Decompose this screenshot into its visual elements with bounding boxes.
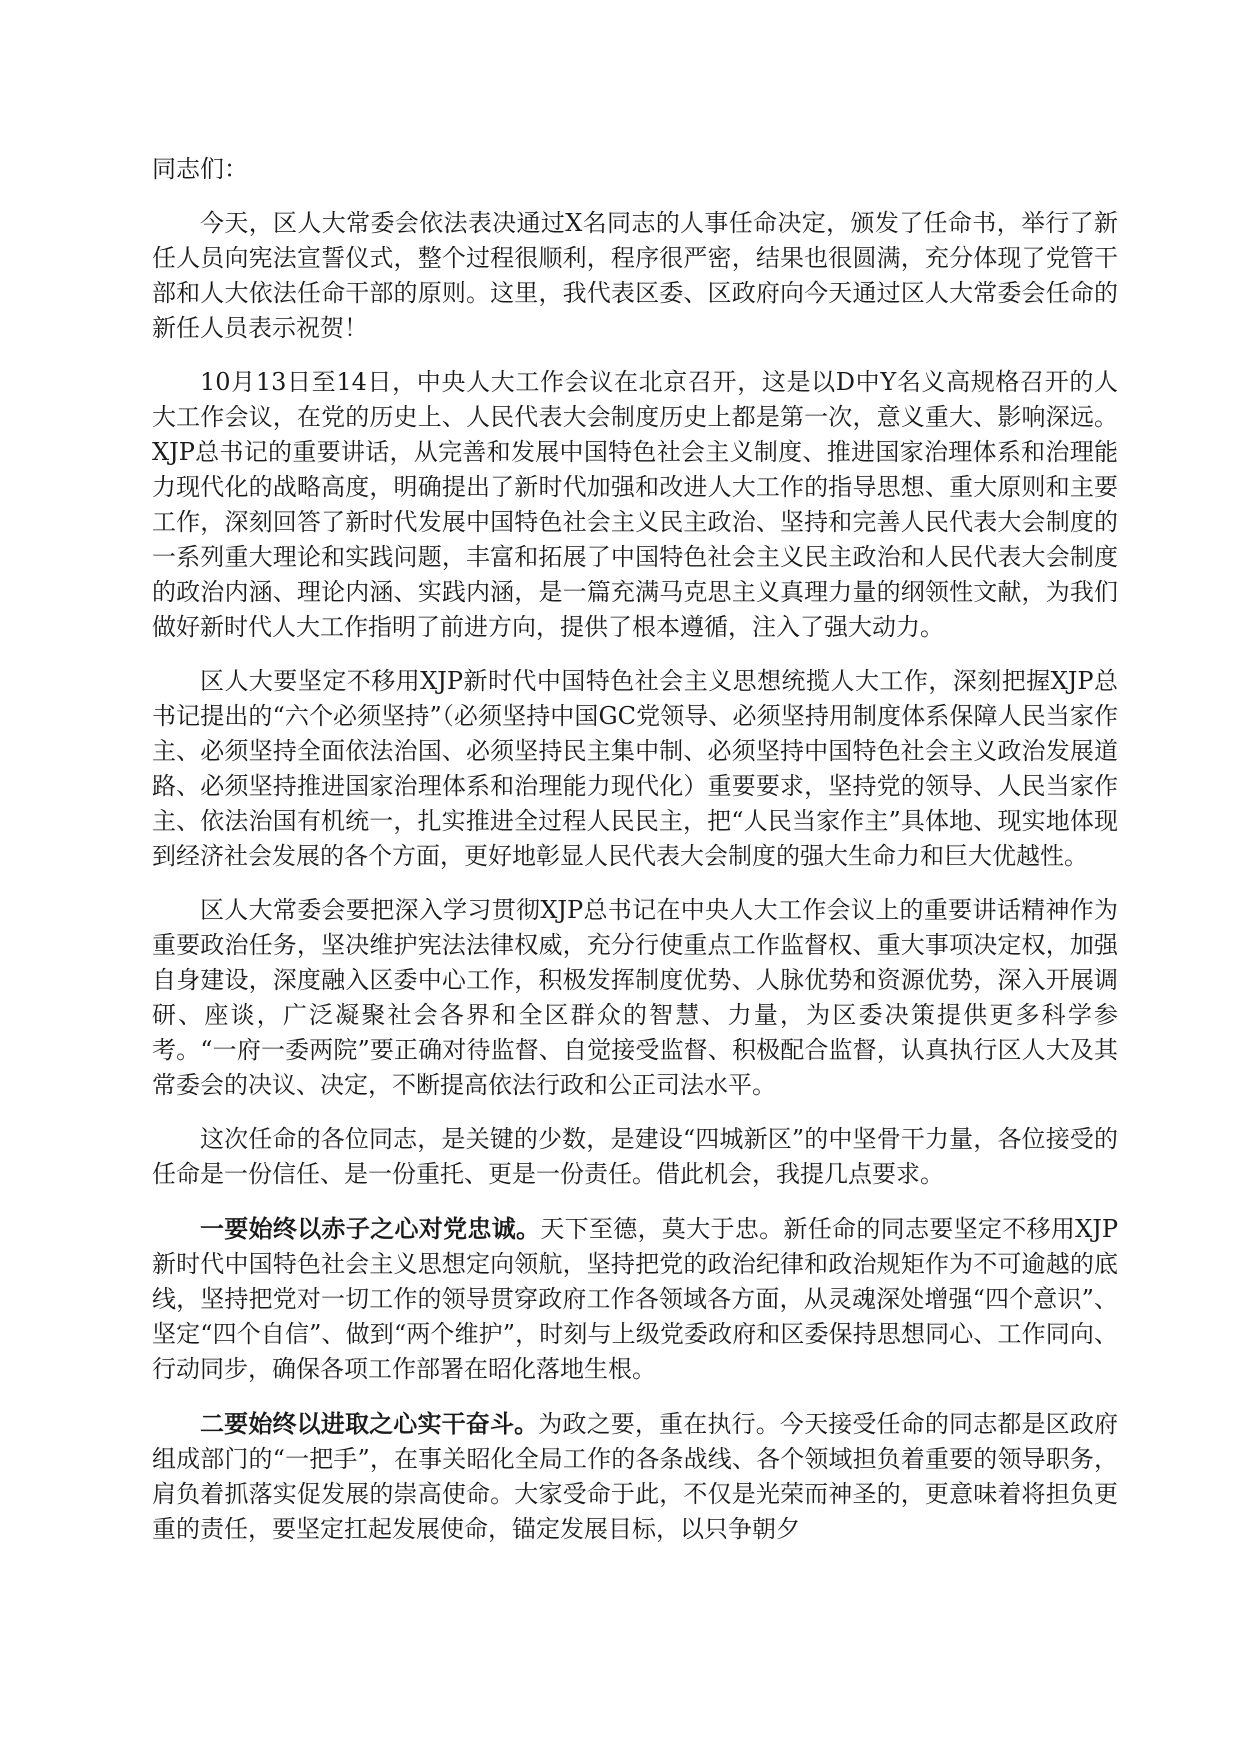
document-page xyxy=(152,152,1118,1566)
paragraph-3 xyxy=(152,664,1118,874)
paragraph-1 xyxy=(152,206,1118,346)
paragraph-7 xyxy=(152,1406,1118,1547)
paragraph-7-lead: 二要始终以进取之心实干奋斗。 xyxy=(200,1409,539,1438)
paragraph-5-text: 这次任命的各位同志，是关键的少数，是建设“四城新区”的中坚骨干力量，各位接受的任命是一份信任、是一份重托、更是一份责任。借此机会，我提几点要求。 xyxy=(152,1125,1118,1188)
paragraph-2-text: 10月13日至14日，中央人大工作会议在北京召开，这是以D中Y名义高规格召开的人大工作会议，在党的历史上、人民代表大会制度历史上都是第一次，意义重大、影响深远。XJP总书记的重要讲话，从完善和发展中国特色社会主义制度、推进国家治理体系和治理能力现代化的战略高度，明确提出了新时代加强和改进人大工作的指导思想、重大原则和主要工作，深刻回答了新时代发展中国特色社会主义民主政治、坚持和完善人民代表大会制度的一系列重大理论和实践问题，丰富和拓展了中国特色社会主义民主政治和人民代表大会制度的政治内涵、理论内涵、实践内涵，是一篇充满马克思主义真理力量的纲领性文献，为我们做好新时代人大工作指明了前进方向，提供了根本遵循，注入了强大动力。 xyxy=(152,368,1118,641)
paragraph-4 xyxy=(152,893,1118,1103)
paragraph-1-text: 今天，区人大常委会依法表决通过X名同志的人事任命决定，颁发了任命书，举行了新任人员向宪法宣誓仪式，整个过程很顺利，程序很严密，结果也很圆满，充分体现了党管干部和人大依法任命干部的原则。这里，我代表区委、区政府向今天通过区人大常委会任命的新任人员表示祝贺！ xyxy=(152,209,1118,342)
paragraph-7-text: 为政之要，重在执行。今天接受任命的同志都是区政府组成部门的“一把手”，在事关昭化全局工作的各条战线、各个领域担负着重要的领导职务，肩负着抓落实促发展的崇高使命。大家受命于此，不仅是光荣而神圣的，更意味着将担负更重的责任，要坚定扛起发展使命，锚定发展目标，以只争朝夕 xyxy=(152,1410,1119,1543)
paragraph-3-text: 区人大要坚定不移用XJP新时代中国特色社会主义思想统揽人大工作，深刻把握XJP总书记提出的“六个必须坚持”（必须坚持中国GC党领导、必须坚持用制度体系保障人民当家作主、必须坚持全面依法治国、必须坚持民主集中制、必须坚持中国特色社会主义政治发展道路、必须坚持推进国家治理体系和治理能力现代化）重要要求，坚持党的领导、人民当家作主、依法治国有机统一，扎实推进全过程人民民主，把“人民当家作主”具体地、现实地体现到经济社会发展的各个方面，更好地彰显人民代表大会制度的强大生命力和巨大优越性。 xyxy=(152,667,1118,870)
paragraph-6-text: 天下至德，莫大于忠。新任命的同志要坚定不移用XJP新时代中国特色社会主义思想定向领航，坚持把党的政治纪律和政治规矩作为不可逾越的底线，坚持把党对一切工作的领导贯穿政府工作各领域各方面，从灵魂深处增强“四个意识”、坚定“四个自信”、做到“两个维护”，时刻与上级党委政府和区委保持思想同心、工作同向、行动同步，确保各项工作部署在昭化落地生根。 xyxy=(152,1215,1119,1383)
paragraph-2 xyxy=(152,365,1118,645)
paragraph-5 xyxy=(152,1122,1118,1192)
salutation: 同志们： xyxy=(152,155,248,183)
paragraph-4-text: 区人大常委会要把深入学习贯彻XJP总书记在中央人大工作会议上的重要讲话精神作为重要政治任务，坚决维护宪法法律权威，充分行使重点工作监督权、重大事项决定权，加强自身建设，深度融入区委中心工作，积极发挥制度优势、人脉优势和资源优势，深入开展调研、座谈，广泛凝聚社会各界和全区群众的智慧、力量，为区委决策提供更多科学参考。“一府一委两院”要正确对待监督、自觉接受监督、积极配合监督，认真执行区人大及其常委会的决议、决定，不断提高依法行政和公正司法水平。 xyxy=(152,896,1118,1099)
paragraph-6-lead: 一要始终以赤子之心对党忠诚。 xyxy=(200,1214,541,1243)
paragraph-6 xyxy=(152,1211,1118,1387)
